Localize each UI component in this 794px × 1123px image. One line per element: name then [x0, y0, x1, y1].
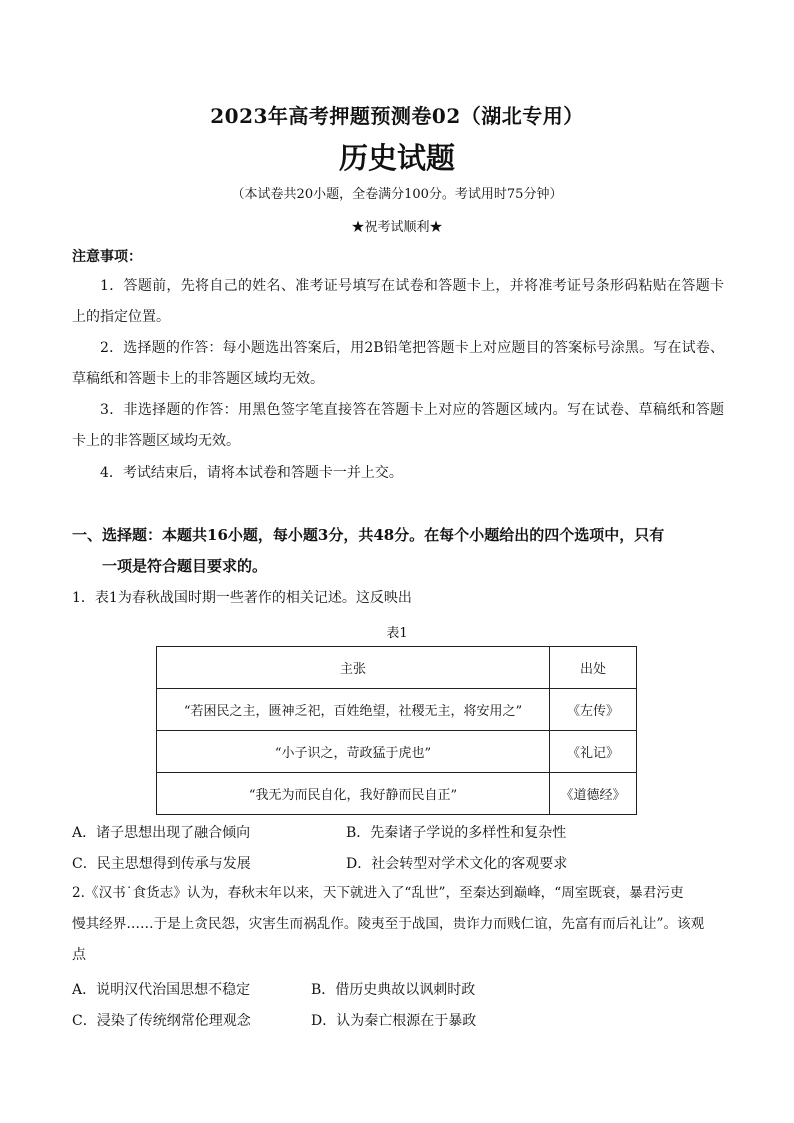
- table-row: [157, 731, 637, 773]
- table-header-row: [157, 647, 637, 689]
- exam-title: 2023年高考押题预测卷02（湖北专用）: [210, 104, 584, 128]
- question-2-stem-line2: 慢其经界……于是上贪民怨，灾害生而祸乱作。陵夷至于战国，贵诈力而贱仁谊，先富有而后礼让”。该观: [72, 916, 705, 932]
- q1-option-b: B．先秦诸子学说的多样性和复杂性: [346, 825, 567, 841]
- exam-info-note: （本试卷共20小题，全卷满分100分。考试用时75分钟）: [231, 187, 563, 202]
- q1-option-a: A．诸子思想出现了融合倾向: [72, 825, 251, 841]
- table-cell: “若困民之主，匮神乏祀，百姓绝望，社稷无主，将安用之”: [157, 689, 550, 731]
- section-heading: [72, 520, 724, 582]
- table-header-cell: 主张: [157, 647, 550, 689]
- q2-option-c: C．浸染了传统纲常伦理观念: [72, 1013, 251, 1029]
- table-cell: “小子识之，苛政猛于虎也”: [157, 731, 550, 773]
- table-header-cell: 出处: [550, 647, 637, 689]
- q2-option-a: A．说明汉代治国思想不稳定: [72, 982, 251, 998]
- table-row: [157, 773, 637, 815]
- table-cell: 《礼记》: [550, 731, 637, 773]
- notice-heading: 注意事项：: [72, 249, 142, 265]
- table-cell: 《左传》: [550, 689, 637, 731]
- question-1-stem: 1．表1为春秋战国时期一些著作的相关记述。这反映出: [72, 590, 412, 606]
- question-2-stem-line1: 2.《汉书˙食货志》认为，春秋末年以来，天下就进入了“乱世”，至秦达到巅峰，“周室既衰，暴君污吏: [72, 885, 684, 901]
- q1-option-c: C．民主思想得到传承与发展: [72, 856, 251, 872]
- table-cell: “我无为而民自化，我好静而民自正”: [157, 773, 550, 815]
- table-row: [157, 689, 637, 731]
- section-heading-line2: 一项是符合题目要求的。: [102, 557, 268, 575]
- question-2-stem-line3: 点: [72, 947, 86, 963]
- question-1-table: [156, 646, 637, 815]
- notice-item-4: 4．考试结束后，请将本试卷和答题卡一并上交。: [100, 465, 403, 481]
- notice-item-1: 1．答题前，先将自己的姓名、准考证号填写在试卷和答题卡上，并将准考证号条形码粘贴在答题卡上的指定位置。: [72, 278, 724, 325]
- q2-option-d: D．认为秦亡根源在于暴政: [311, 1013, 477, 1029]
- section-heading-line1: 一、选择题：本题共16小题，每小题3分，共48分。在每个小题给出的四个选项中，只有: [72, 526, 665, 544]
- notice-item-3: 3．非选择题的作答：用黑色签字笔直接答在答题卡上对应的答题区域内。写在试卷、草稿纸和答题卡上的非答题区域均无效。: [72, 402, 724, 449]
- table-caption: 表1: [386, 626, 408, 641]
- blessing-line: ★祝考试顺利★: [351, 220, 443, 235]
- notice-item-2: 2．选择题的作答：每小题选出答案后，用2B铅笔把答题卡上对应题目的答案标号涂黑。写在试卷、草稿纸和答题卡上的非答题区域均无效。: [72, 340, 724, 387]
- subject-title: 历史试题: [338, 141, 455, 175]
- q2-option-b: B．借历史典故以讽刺时政: [311, 982, 476, 998]
- q1-option-d: D．社会转型对学术文化的客观要求: [346, 856, 568, 872]
- table-cell: 《道德经》: [550, 773, 637, 815]
